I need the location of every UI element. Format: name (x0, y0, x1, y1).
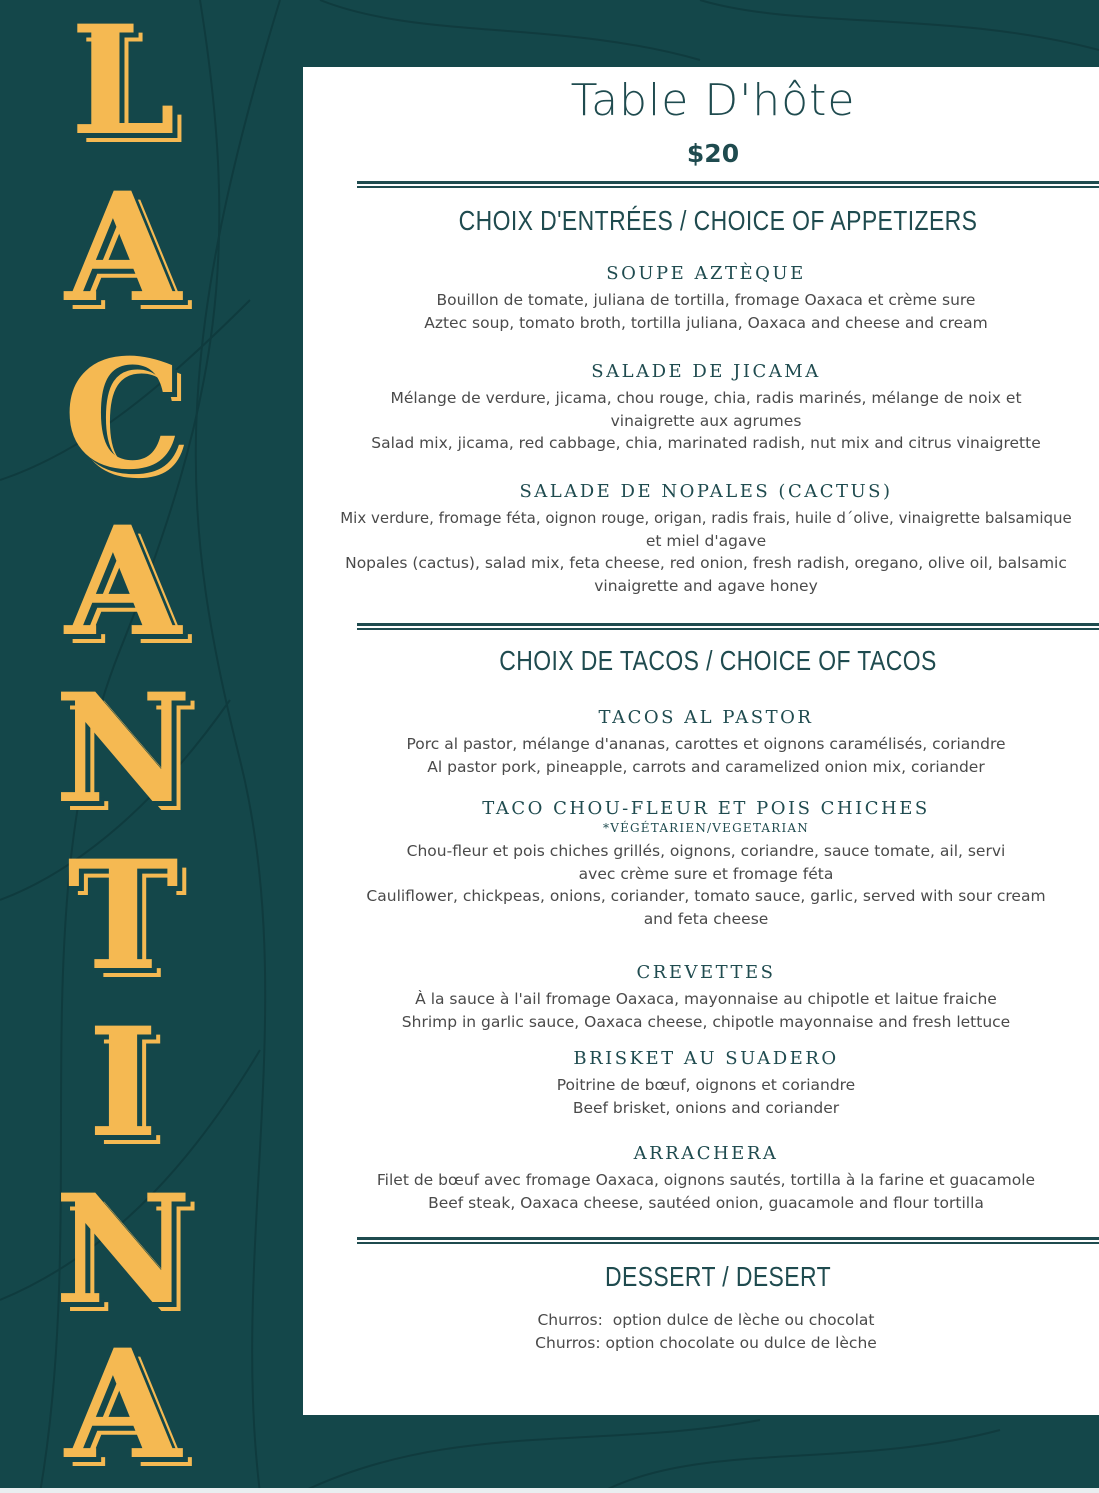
logo-letter: A (64, 160, 182, 336)
logo-letter: N (54, 1162, 192, 1338)
item-description: Mix verdure, fromage féta, oignon rouge, origan, radis frais, huile d´olive, vinaigrette balsamique (340, 509, 1072, 527)
item-description: Nopales (cactus), salad mix, feta cheese, red onion, fresh radish, oregano, olive oil, balsamic (345, 554, 1067, 572)
menu-item (303, 962, 1099, 1033)
item-description: Aztec soup, tomato broth, tortilla juliana, Oaxaca and cheese and cream (424, 313, 988, 332)
item-description: Churros: option dulce de lèche ou chocolat (537, 1311, 875, 1329)
item-name: ARRACHERA (633, 1143, 779, 1164)
menu-title: Table D'hôte (570, 75, 856, 126)
item-description: Filet de bœuf avec fromage Oaxaca, oignons sautés, tortilla à la farine et guacamole (376, 1171, 1036, 1189)
item-description: et miel d'agave (645, 531, 767, 550)
vegetarian-note: *VÉGÉTARIEN/VEGETARIAN (603, 821, 809, 835)
section-title-tacos: CHOIX DE TACOS / CHOICE OF TACOS (499, 645, 937, 676)
logo-letter: A (64, 1317, 182, 1493)
menu-item (303, 707, 1099, 778)
item-name: SALADE DE JICAMA (591, 361, 821, 382)
item-description: and feta cheese (643, 909, 769, 928)
section-title-dessert: DESSERT / DESERT (604, 1261, 832, 1292)
menu-item (303, 361, 1099, 455)
item-description: avec crème sure et fromage féta (578, 864, 834, 883)
menu-price: $20 (686, 139, 740, 168)
item-description: Shrimp in garlic sauce, Oaxaca cheese, chipotle mayonnaise and fresh lettuce (401, 1012, 1011, 1031)
item-description: À la sauce à l'ail fromage Oaxaca, mayonnaise au chipotle et laitue fraiche (415, 990, 997, 1008)
logo-letter: N (54, 661, 192, 837)
item-name: SALADE DE NOPALES (CACTUS) (519, 481, 893, 502)
menu-item (303, 1309, 1099, 1354)
item-description: Porc al pastor, mélange d'ananas, carottes et oignons caramélisés, coriandre (406, 735, 1006, 753)
item-description: Churros: option chocolate ou dulce de lèche (535, 1333, 877, 1352)
section-title-appetizers: CHOIX D'ENTRÉES / CHOICE OF APPETIZERS (458, 205, 978, 236)
item-description: vinaigrette and agave honey (594, 576, 818, 595)
logo-letter: T (67, 828, 179, 1004)
item-name: TACOS AL PASTOR (598, 707, 814, 728)
divider (357, 623, 1099, 630)
item-description: Beef steak, Oaxaca cheese, sautéed onion, guacamole and flour tortilla (428, 1193, 984, 1212)
item-description: Salad mix, jicama, red cabbage, chia, marinated radish, nut mix and citrus vinaigrette (371, 434, 1041, 452)
menu-item (303, 1048, 1099, 1119)
divider (357, 1237, 1099, 1244)
item-description: vinaigrette aux agrumes (610, 411, 802, 430)
item-name: TACO CHOU-FLEUR ET POIS CHICHES (482, 798, 930, 819)
menu-item (303, 481, 1099, 597)
item-description: Al pastor pork, pineapple, carrots and caramelized onion mix, coriander (427, 757, 985, 776)
menu-card (303, 67, 1099, 1415)
divider (357, 181, 1099, 188)
vertical-logo (0, 0, 300, 1493)
item-name: SOUPE AZTÈQUE (606, 263, 806, 284)
item-description: Beef brisket, onions and coriander (572, 1098, 840, 1117)
logo-letter: I (87, 995, 159, 1171)
menu-item (303, 798, 1099, 930)
menu-item (303, 1143, 1099, 1214)
item-description: Cauliflower, chickpeas, onions, coriander, tomato sauce, garlic, served with sour cream (366, 887, 1046, 905)
item-description: Poitrine de bœuf, oignons et coriandre (556, 1076, 856, 1094)
logo-letter: A (64, 494, 182, 670)
item-name: BRISKET AU SUADERO (573, 1048, 839, 1069)
logo-letter: C (63, 327, 183, 503)
item-description: Chou-fleur et pois chiches grillés, oignons, coriandre, sauce tomate, ail, servi (406, 842, 1006, 860)
item-name: CREVETTES (636, 962, 776, 983)
menu-item (303, 263, 1099, 334)
item-description: Mélange de verdure, jicama, chou rouge, chia, radis marinés, mélange de noix et (390, 389, 1022, 407)
item-description: Bouillon de tomate, juliana de tortilla, fromage Oaxaca et crème sure (436, 291, 976, 309)
logo-letter: L (70, 0, 176, 169)
